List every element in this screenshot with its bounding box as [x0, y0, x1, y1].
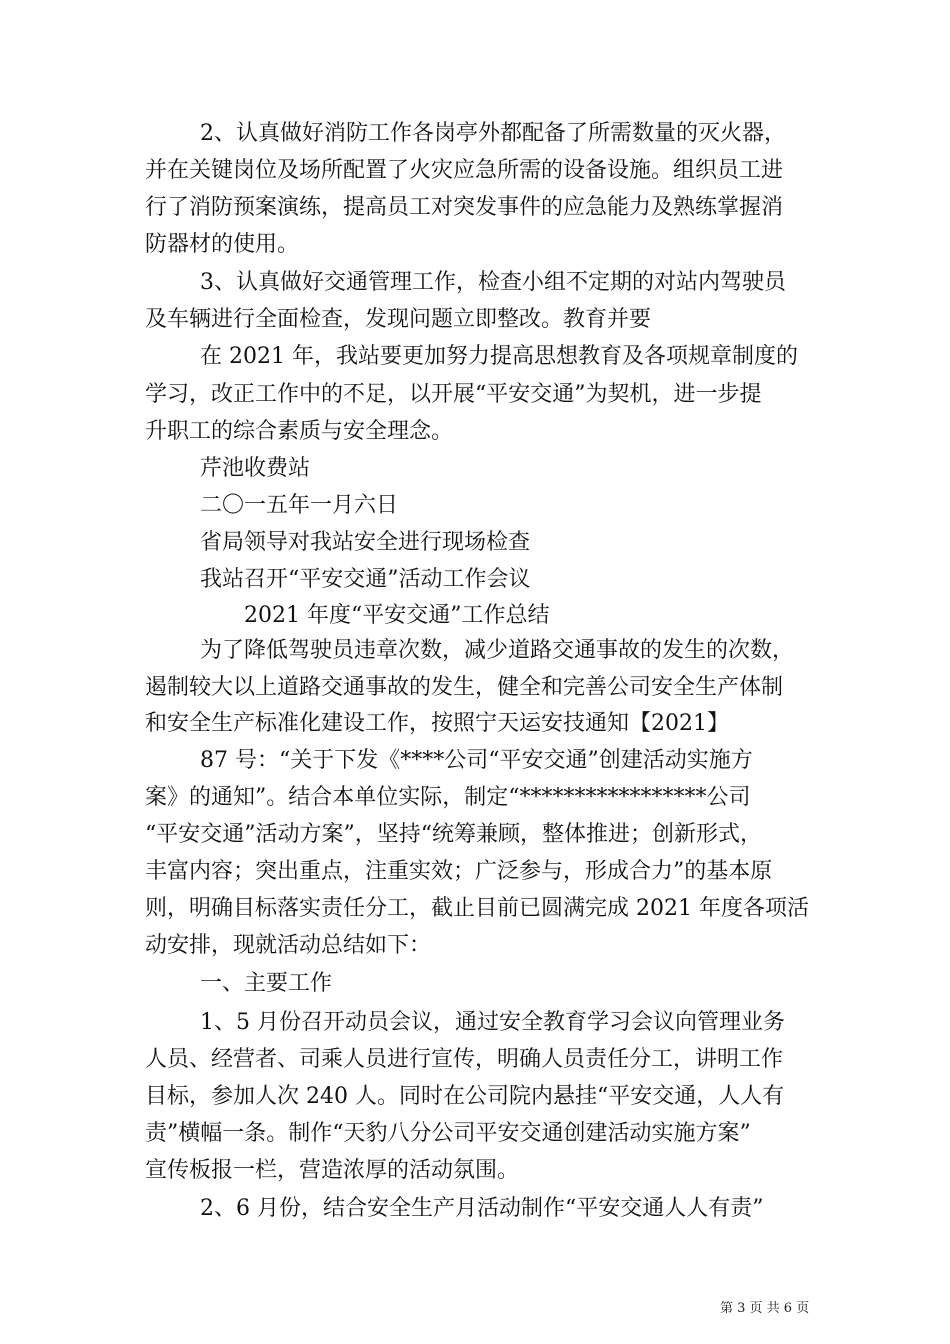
text-line: 我站召开“平安交通”活动工作会议: [200, 567, 531, 592]
text-line: 二〇一五年一月六日: [200, 493, 399, 518]
text-line: 学习，改正工作中的不足，以开展“平安交通”为契机，进一步提: [145, 382, 762, 407]
text-line: 1、5 月份召开动员会议，通过安全教育学习会议向管理业务: [200, 1010, 785, 1035]
heading: 一、主要工作: [200, 971, 333, 996]
page-number: 第 3 页 共 6 页: [720, 1301, 810, 1316]
text-line: 并在关键岗位及场所配置了火灾应急所需的设备设施。组织员工进: [145, 158, 784, 183]
text-line: 和安全生产标准化建设工作，按照宁天运安技通知【2021】: [145, 711, 729, 736]
text-line: 人员、经营者、司乘人员进行宣传，明确人员责任分工，讲明工作: [145, 1047, 784, 1072]
text-line: 防器材的使用。: [145, 232, 300, 257]
text-line: 丰富内容；突出重点，注重实效；广泛参与，形成合力”的基本原: [145, 859, 773, 884]
text-line: 2、认真做好消防工作各岗亭外都配备了所需数量的灭火器，: [200, 121, 786, 146]
text-line: 及车辆进行全面检查，发现问题立即整改。教育并要: [145, 307, 652, 332]
text-line: 2、6 月份，结合安全生产月活动制作“平安交通人人有责”: [200, 1196, 764, 1221]
text-line: 芹池收费站: [200, 456, 311, 481]
text-line: 行了消防预案演练，提高员工对突发事件的应急能力及熟练掌握消: [145, 195, 784, 220]
text-line: 87 号：“关于下发《****公司“平安交通”创建活动实施方: [200, 748, 753, 773]
text-line: 目标，参加人次 240 人。同时在公司院内悬挂“平安交通，人人有: [145, 1084, 785, 1109]
text-line: 宣传板报一栏，营造浓厚的活动氛围。: [145, 1158, 520, 1183]
section-title: 2021 年度“平安交通”工作总结: [244, 603, 550, 628]
text-line: 案》的通知”。结合本单位实际，制定“*****************公司: [145, 785, 751, 810]
text-line: 升职工的综合素质与安全理念。: [145, 419, 454, 444]
text-line: 为了降低驾驶员违章次数，减少道路交通事故的发生的次数，: [200, 638, 795, 663]
text-line: 责”横幅一条。制作“天豹八分公司平安交通创建活动实施方案”: [145, 1121, 751, 1146]
text-line: 则，明确目标落实责任分工，截止目前已圆满完成 2021 年度各项活: [145, 896, 809, 921]
text-line: 动安排，现就活动总结如下：: [145, 933, 432, 958]
text-line: “平安交通”活动方案”，坚持“统筹兼顾，整体推进；创新形式，: [145, 822, 762, 847]
text-line: 在 2021 年，我站要更加努力提高思想教育及各项规章制度的: [200, 344, 798, 369]
text-line: 3、认真做好交通管理工作，检查小组不定期的对站内驾驶员: [200, 270, 786, 295]
text-line: 省局领导对我站安全进行现场检查: [200, 530, 531, 555]
text-line: 遏制较大以上道路交通事故的发生，健全和完善公司安全生产体制: [145, 675, 784, 700]
